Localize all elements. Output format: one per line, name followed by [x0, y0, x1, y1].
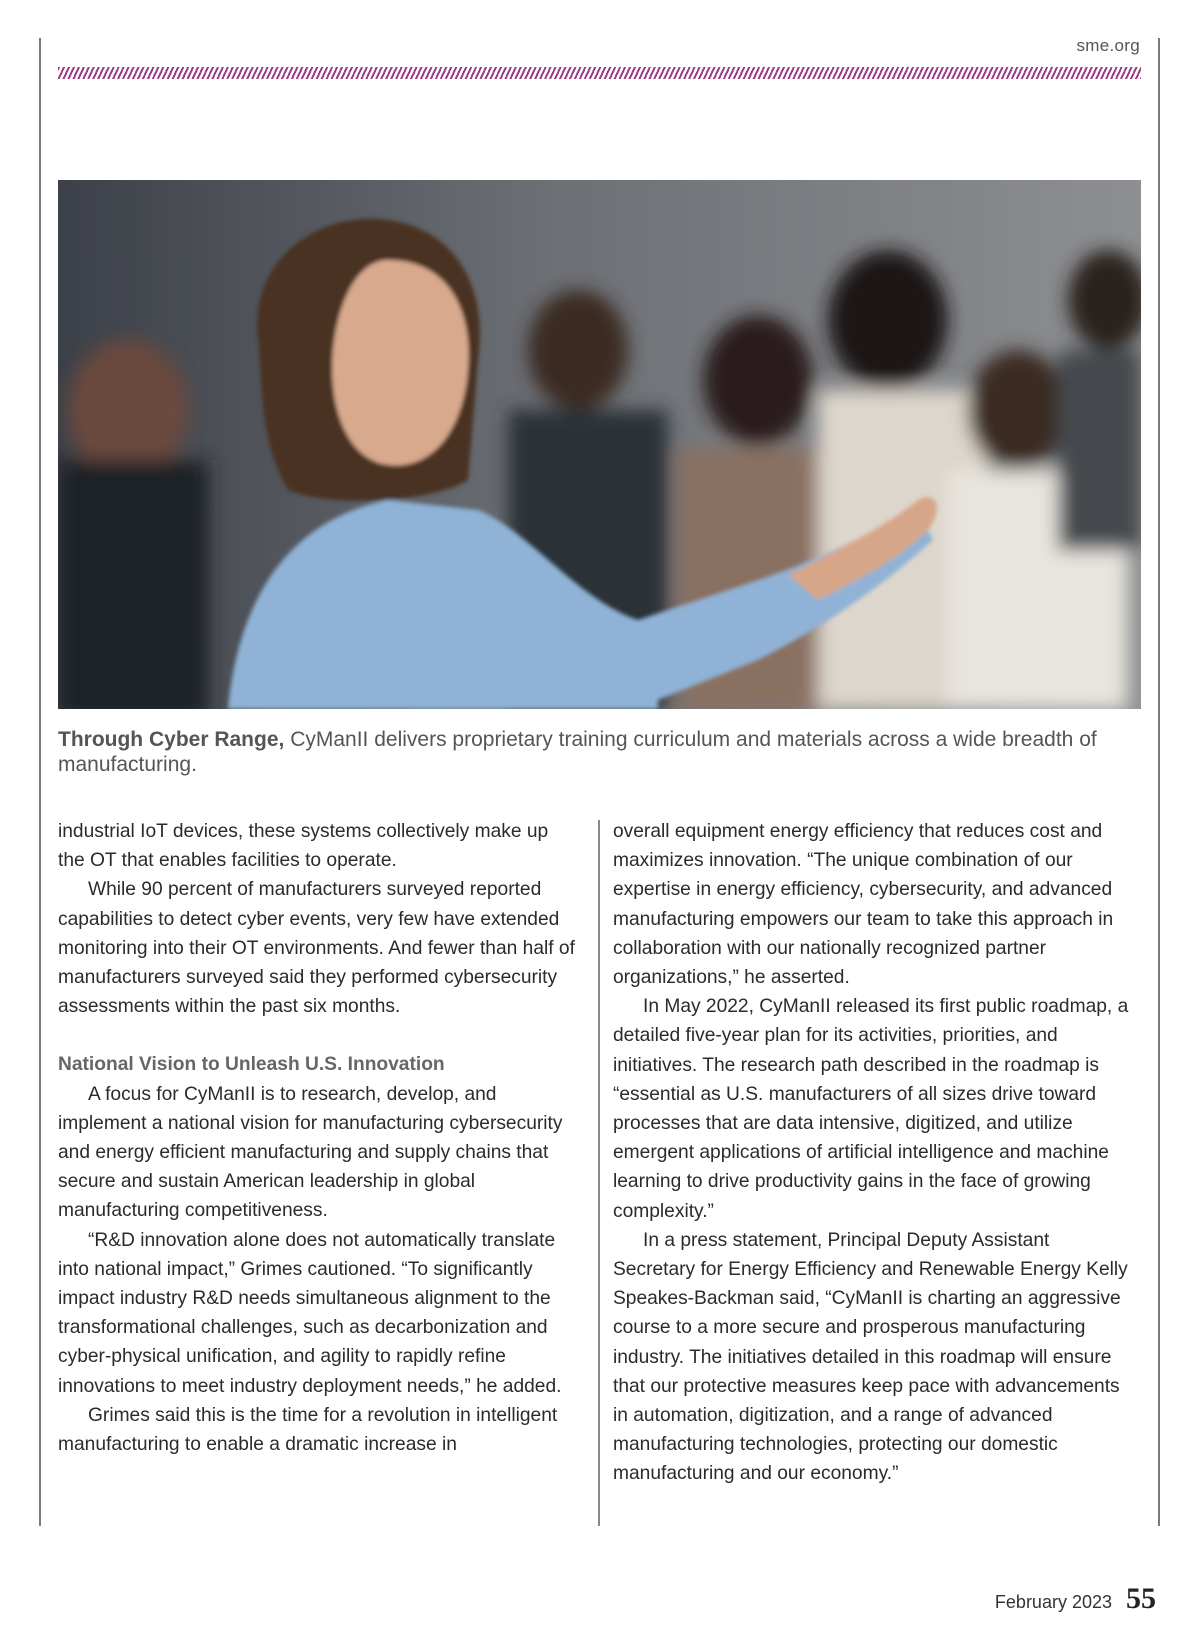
paragraph: In May 2022, CyManII released its first public roadmap, a detailed five-year plan for its activities, priorities, and initiatives. The research path described in the roadmap is “essential as U.S. manufacturers of all sizes drive toward processes that are data intensive, digitized, and utilize emergent applications of artificial intelligence and machine learning to drive productivity gains in the face of growing complexity.” [613, 996, 1129, 1222]
paragraph: A focus for CyManII is to research, develop, and implement a national vision for manufacturing cybersecurity and energy efficient manufacturing and supply chains that secure and sustain American leadership in global manufacturing competitiveness. [58, 1083, 563, 1222]
photo-caption [58, 727, 1141, 777]
article-column-right [613, 817, 1133, 1489]
decorative-hatch-bar [58, 67, 1141, 79]
page-number: 55 [1126, 1582, 1156, 1615]
page-footer [995, 1582, 1156, 1616]
issue-date: February 2023 [994, 1592, 1112, 1612]
article-photo [58, 180, 1141, 709]
section-heading: National Vision to Unleash U.S. Innovation [58, 1054, 445, 1076]
paragraph: “R&D innovation alone does not automatically translate into national impact,” Grimes cautioned. “To significantly impact industry R&D needs simultaneous alignment to the transformational challenges, such as decarbonization and cyber-physical unification, and agility to rapidly refine innovations to meet industry deployment needs,” he added. [58, 1229, 562, 1397]
left-margin-rule [39, 38, 41, 1526]
paragraph: industrial IoT devices, these systems collectively make up the OT that enables facilities to operate. [58, 821, 549, 872]
site-url: sme.org [1076, 36, 1140, 55]
column-divider [598, 820, 600, 1526]
paragraph: In a press statement, Principal Deputy Assistant Secretary for Energy Efficiency and Renewable Energy Kelly Speakes-Backman said, “CyManII is charting an aggressive course to a more secure and prosperous manufacturing industry. The initiatives detailed in this roadmap will ensure that our protective measures keep pace with advancements in automation, digitization, and a range of advanced manufacturing technologies, protecting our domestic manufacturing and our economy.” [613, 1229, 1128, 1485]
caption-text: CyManII delivers proprietary training curriculum and materials across a wide breadth of manufacturing. [58, 728, 1097, 776]
right-margin-rule [1158, 38, 1160, 1526]
paragraph: Grimes said this is the time for a revolution in intelligent manufacturing to enable a dramatic increase in [58, 1404, 558, 1456]
paragraph: overall equipment energy efficiency that reduces cost and maximizes innovation. “The unique combination of our expertise in energy efficiency, cybersecurity, and advanced manufacturing empowers our team to take this approach in collaboration with our nationally recognized partner organizations,” he asserted. [613, 821, 1114, 989]
paragraph: While 90 percent of manufacturers surveyed reported capabilities to detect cyber events, very few have extended monitoring into their OT environments. And fewer than half of manufacturers surveyed said they performed cybersecurity assessments within the past six months. [58, 879, 575, 1018]
article-column-left [58, 817, 578, 1459]
caption-lead: Through Cyber Range, [58, 728, 285, 751]
